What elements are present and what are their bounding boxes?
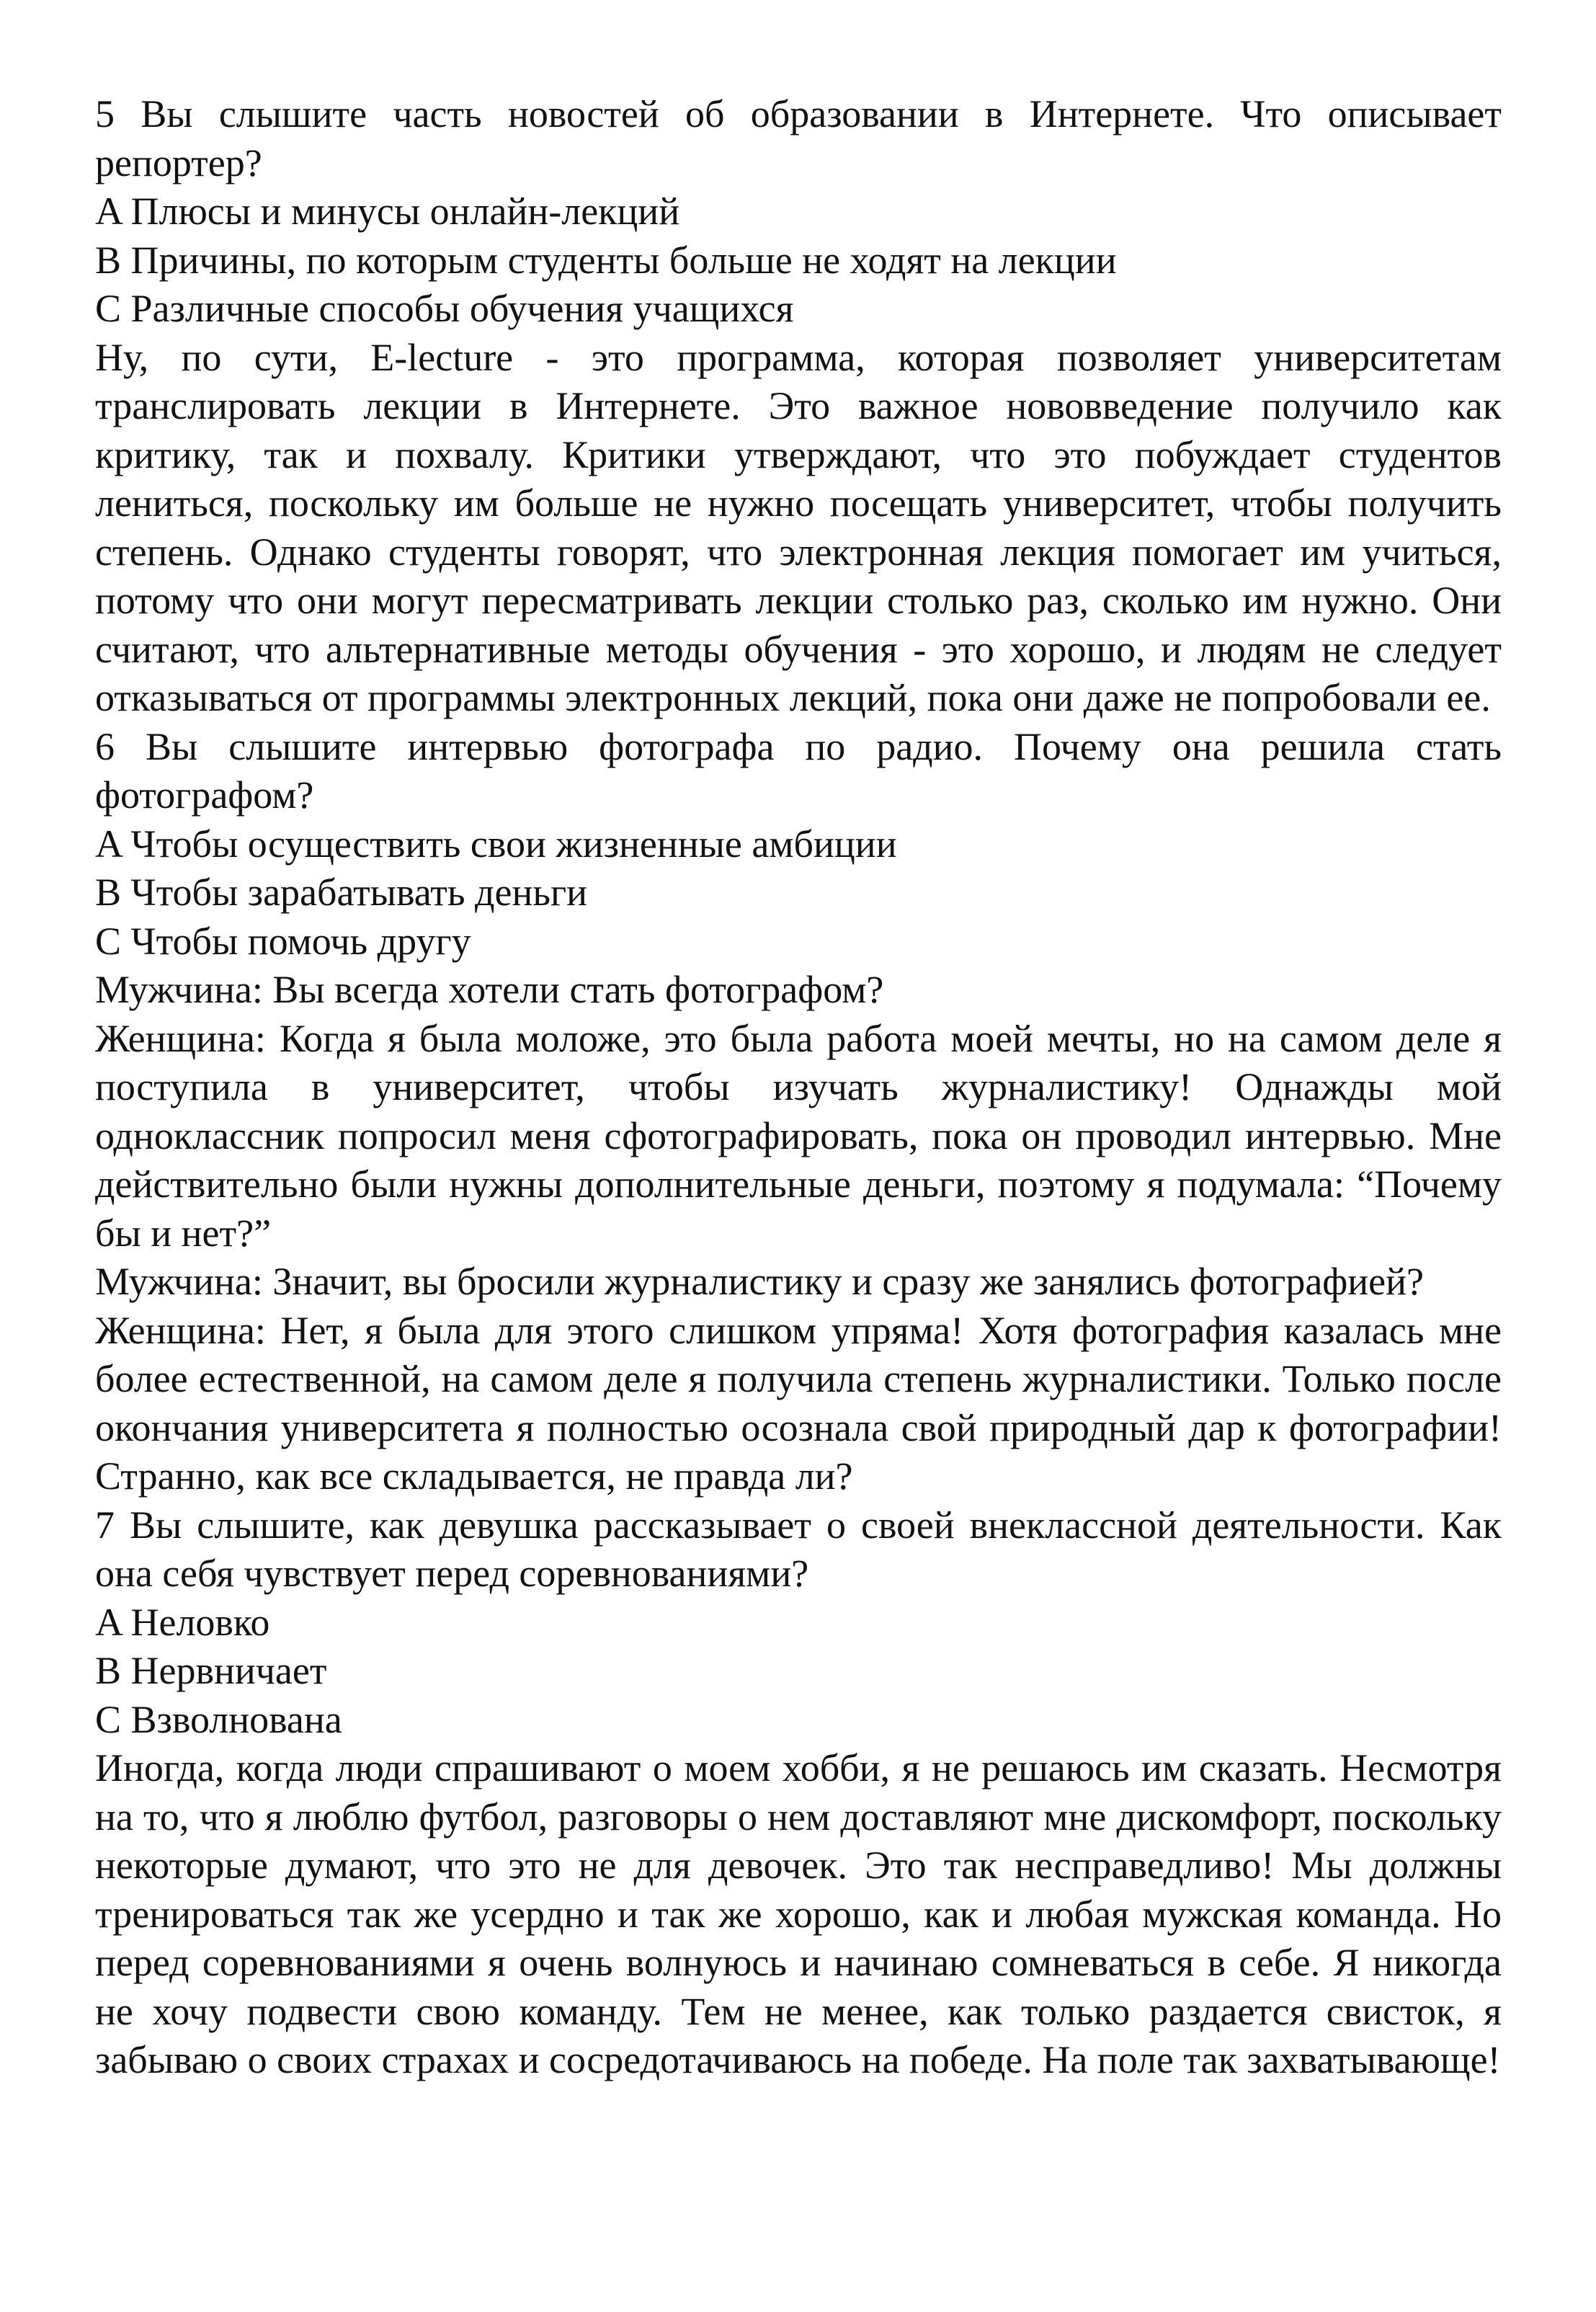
question-5: 5 Вы слышите часть новостей об образовании в Интернете. Что описывает репортер? (95, 92, 1502, 184)
transcript-7: Иногда, когда люди спрашивают о моем хобби, я не решаюсь им сказать. Несмотря на то, что я люблю футбол, разговоры о нем доставляют мне дискомфорт, поскольку некоторые думают, что это не для девочек. Это так несправедливо! Мы должны тренироваться так же усердно и так же хорошо, как и любая мужская команда. Но перед соревнованиями я очень волнуюсь и начинаю сомневаться в себе. Я никогда не хочу подвести свою команду. Тем не менее, как только раздается свисток, я забываю о своих страхах и сосредотачиваюсь на победе. На поле так захватывающе! (95, 1746, 1502, 2081)
document-page (95, 90, 1502, 2085)
option-c: C Различные способы обучения учащихся (95, 287, 794, 330)
option-c: C Чтобы помочь другу (95, 919, 471, 963)
transcript-6-line: Мужчина: Вы всегда хотели стать фотографом? (95, 968, 884, 1011)
transcript-5: Ну, по сути, E-lecture - это программа, которая позволяет университетам транслировать лекции в Интернете. Это важное нововведение получило как критику, так и похвалу. Критики утверждают, что это побуждает студентов лениться, поскольку им больше не нужно посещать университет, чтобы получить степень. Однако студенты говорят, что электронная лекция помогает им учиться, потому что они могут пересматривать лекции столько раз, сколько им нужно. Они считают, что альтернативные методы обучения - это хорошо, и людям не следует отказываться от программы электронных лекций, пока они даже не попробовали ее. (95, 335, 1502, 719)
option-a: A Чтобы осуществить свои жизненные амбиции (95, 822, 897, 866)
transcript-6-line: Женщина: Нет, я была для этого слишком упряма! Хотя фотография казалась мне более естественной, на самом деле я получила степень журналистики. Только после окончания университета я полностью осознала свой природный дар к фотографии! Странно, как все складывается, не правда ли? (95, 1308, 1502, 1498)
question-7: 7 Вы слышите, как девушка рассказывает о своей внеклассной деятельности. Как она себя чувствует перед соревнованиями? (95, 1503, 1502, 1595)
transcript-6-line: Мужчина: Значит, вы бросили журналистику и сразу же занялись фотографией? (95, 1260, 1425, 1303)
option-b: B Причины, по которым студенты больше не ходят на лекции (95, 238, 1117, 282)
option-b: B Чтобы зарабатывать деньги (95, 871, 588, 914)
option-a: A Неловко (95, 1600, 270, 1644)
transcript-6-line: Женщина: Когда я была моложе, это была работа моей мечты, но на самом деле я поступила в университет, чтобы изучать журналистику! Однажды мой одноклассник попросил меня сфотографировать, пока он проводил интервью. Мне действительно были нужны дополнительные деньги, поэтому я подумала: “Почему бы и нет?” (95, 1016, 1502, 1255)
option-b: B Нервничает (95, 1649, 327, 1692)
option-a: A Плюсы и минусы онлайн-лекций (95, 190, 680, 233)
option-c: C Взволнована (95, 1697, 342, 1741)
question-6: 6 Вы слышите интервью фотографа по радио. Почему она решила стать фотографом? (95, 724, 1502, 817)
